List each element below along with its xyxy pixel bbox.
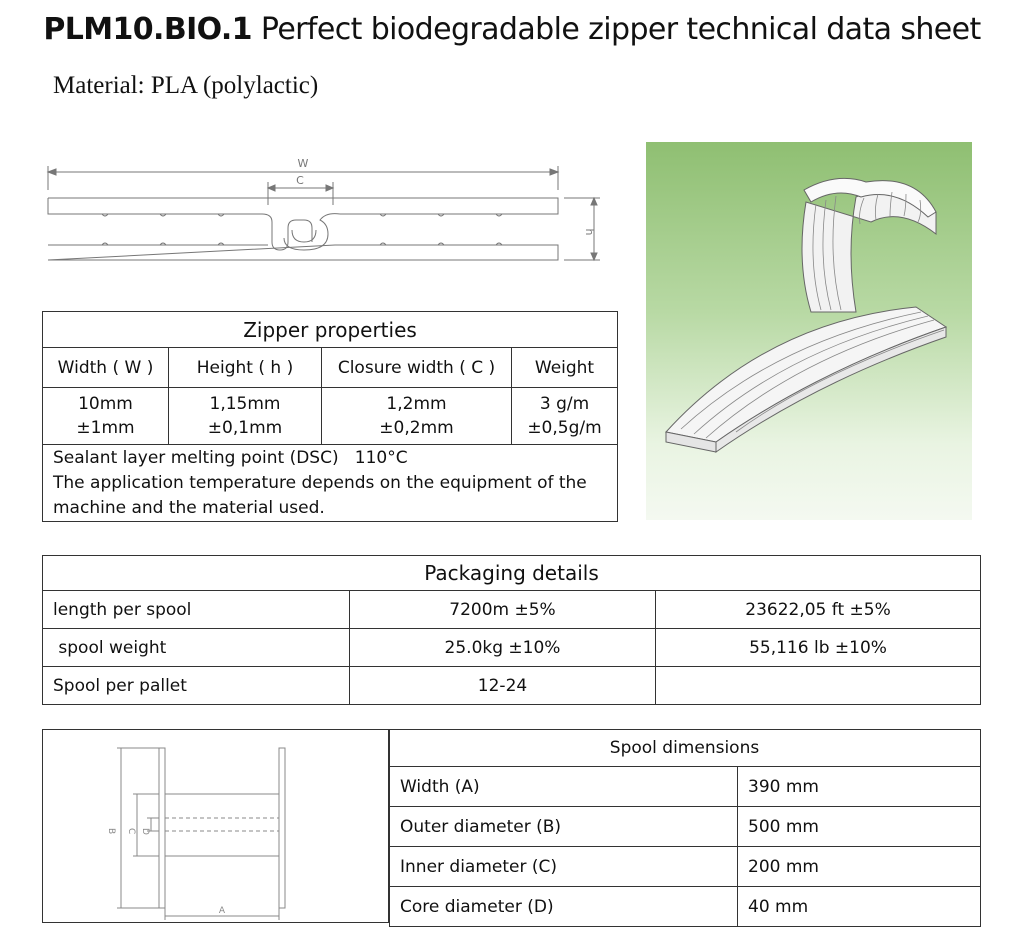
dim-label-c: C <box>296 174 304 187</box>
product-code: PLM10.BIO.1 <box>43 12 252 47</box>
height-value-cell <box>169 388 322 445</box>
width-tolerance: ±1mm <box>76 418 135 438</box>
spool-dim-value: 390 mm <box>738 767 981 807</box>
zipper-rendering <box>646 142 972 520</box>
spool-dimensions-table <box>389 729 981 927</box>
closure-tolerance: ±0,2mm <box>379 418 454 438</box>
zipper-product-photo <box>646 142 972 520</box>
packaging-label: Spool per pallet <box>43 667 350 705</box>
packaging-metric: 7200m ±5% <box>350 591 656 629</box>
spool-heading: Spool dimensions <box>390 730 981 767</box>
height-tolerance: ±0,1mm <box>207 418 283 438</box>
packaging-label: spool weight <box>43 629 350 667</box>
closure-value: 1,2mm <box>386 394 447 414</box>
col-height: Height ( h ) <box>169 348 322 388</box>
zipper-profile-drawing <box>40 150 610 270</box>
packaging-details-table <box>42 555 981 705</box>
col-width: Width ( W ) <box>43 348 169 388</box>
zipper-note-cell <box>43 445 618 522</box>
spool-dim-value: 500 mm <box>738 807 981 847</box>
col-weight: Weight <box>512 348 618 388</box>
spool-label-c: C <box>126 828 136 835</box>
width-value: 10mm <box>78 394 133 414</box>
spool-label-d: D <box>140 828 150 835</box>
dim-label-w: W <box>297 157 309 170</box>
width-value-cell <box>43 388 169 445</box>
melting-point-note: Sealant layer melting point (DSC) 110°C <box>53 447 408 468</box>
packaging-imperial <box>656 667 981 705</box>
packaging-imperial: 55,116 lb ±10% <box>656 629 981 667</box>
spool-label-a: A <box>218 906 226 916</box>
weight-tolerance: ±0,5g/m <box>527 418 602 438</box>
zipper-properties-table <box>42 311 618 522</box>
weight-value: 3 g/m <box>539 394 590 414</box>
title-text: Perfect biodegradable zipper technical data sheet <box>260 12 981 47</box>
application-temperature-note: The application temperature depends on the equipment of the machine and the material used. <box>53 472 587 518</box>
closure-value-cell <box>322 388 512 445</box>
packaging-metric: 12-24 <box>350 667 656 705</box>
height-value: 1,15mm <box>209 394 281 414</box>
weight-value-cell <box>512 388 618 445</box>
packaging-heading: Packaging details <box>43 556 981 591</box>
page-title <box>0 12 1024 47</box>
material-line: Material: PLA (polylactic) <box>53 72 319 99</box>
spool-drawing <box>43 730 388 922</box>
col-closure-width: Closure width ( C ) <box>322 348 512 388</box>
spool-label-b: B <box>106 828 116 835</box>
packaging-metric: 25.0kg ±10% <box>350 629 656 667</box>
spool-dim-value: 200 mm <box>738 847 981 887</box>
zipper-properties-heading: Zipper properties <box>43 312 618 348</box>
spool-dim-label: Width (A) <box>390 767 738 807</box>
spool-dim-label: Outer diameter (B) <box>390 807 738 847</box>
packaging-imperial: 23622,05 ft ±5% <box>656 591 981 629</box>
spool-dim-label: Core diameter (D) <box>390 887 738 927</box>
spool-dim-value: 40 mm <box>738 887 981 927</box>
dim-label-h: h <box>583 228 596 236</box>
spool-drawing-cell <box>42 729 389 923</box>
packaging-label: length per spool <box>43 591 350 629</box>
spool-dim-label: Inner diameter (C) <box>390 847 738 887</box>
